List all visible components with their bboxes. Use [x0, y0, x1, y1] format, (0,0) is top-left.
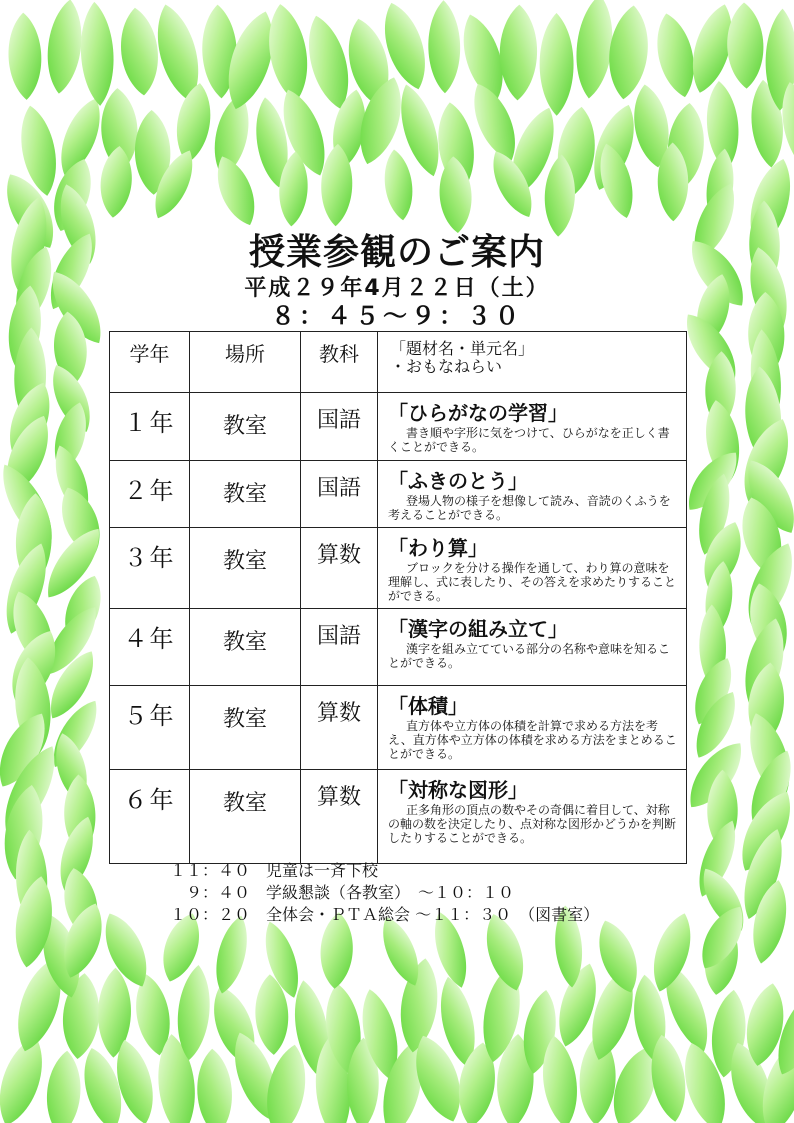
event-time: ８：４５〜９：３０: [271, 302, 523, 330]
leaf-shape: [78, 1, 116, 107]
leaf-shape: [381, 148, 417, 222]
place-cell: 教室: [190, 393, 301, 461]
note-class-meeting: ９：４０ 学級懇談（各教室） 〜１０：１０: [170, 883, 515, 902]
header-subject: 教科: [301, 332, 378, 393]
leaf-shape: [44, 1049, 84, 1123]
leaf-shape: [117, 6, 162, 97]
leaf-shape: [726, 2, 765, 89]
description-cell: [378, 393, 687, 461]
header-topic-label: 「題材名・単元名」: [390, 339, 535, 358]
grade-cell: ６年: [110, 770, 190, 864]
description-cell: [378, 770, 687, 864]
page-title: 授業参観のご案内: [248, 232, 545, 273]
leaf-shape: [43, 0, 87, 96]
topic-title: 「漢字の組み立て」: [388, 617, 568, 641]
leaf-shape: [7, 12, 43, 101]
grade-cell: ４年: [110, 609, 190, 686]
subject-cell: 算数: [301, 528, 378, 609]
note-general-assembly: １０：２０ 全体会・ＰＴＡ総会 〜１１：３０ （図書室）: [170, 905, 600, 924]
subject-cell: 国語: [301, 393, 378, 461]
topic-aim: 直方体や立方体の体積を計算で求める方法を考え、直方体や立方体の体積を求める方法をまとめることができる。: [388, 719, 677, 761]
subject-cell: 国語: [301, 461, 378, 528]
grade-cell: ５年: [110, 686, 190, 770]
header-grade: 学年: [110, 332, 190, 393]
description-cell: [378, 528, 687, 609]
leaf-shape: [428, 0, 461, 93]
table-row: [110, 528, 687, 609]
topic-aim: 登場人物の様子を想像して読み、音読のくふうを考えることができる。: [388, 494, 671, 522]
place-cell: 教室: [190, 686, 301, 770]
place-cell: 教室: [190, 609, 301, 686]
description-cell: [378, 609, 687, 686]
table-header-row: [110, 332, 687, 393]
topic-aim: ブロックを分ける操作を通して、わり算の意味を理解し、式に表したり、その答えを求めたりすることができる。: [388, 561, 677, 603]
topic-title: 「ふきのとう」: [388, 469, 528, 493]
topic-aim: 正多角形の頂点の数やその奇偶に着目して、対称の軸の数を決定したり、点対称な図形かどうかを判断したりすることができる。: [388, 803, 677, 845]
table-row: [110, 686, 687, 770]
subject-cell: 算数: [301, 686, 378, 770]
grade-cell: ３年: [110, 528, 190, 609]
grade-cell: １年: [110, 393, 190, 461]
description-cell: [378, 461, 687, 528]
topic-aim: 漢字を組み立てている部分の名称や意味を知ることができる。: [388, 642, 671, 670]
subject-cell: 国語: [301, 609, 378, 686]
topic-title: 「わり算」: [388, 536, 488, 560]
topic-title: 「体積」: [388, 694, 468, 718]
header-aim-label: ・おもなねらい: [390, 357, 503, 376]
table-row: [110, 461, 687, 528]
grade-cell: ２年: [110, 461, 190, 528]
place-cell: 教室: [190, 770, 301, 864]
topic-title: 「対称な図形」: [388, 778, 528, 802]
leaf-shape: [262, 1, 314, 104]
place-cell: 教室: [190, 461, 301, 528]
note-dismissal: １１：４０ 児童は一斉下校: [170, 861, 379, 880]
table-row: [110, 609, 687, 686]
table-row: [110, 770, 687, 864]
schedule-notes: [170, 860, 599, 926]
description-cell: [378, 686, 687, 770]
leaf-shape: [195, 1048, 234, 1123]
class-schedule-table: [109, 331, 687, 864]
event-date: 平成２９年4月２２日（土）: [244, 276, 550, 301]
leaf-shape: [171, 81, 215, 166]
topic-aim: 書き順や字形に気をつけて、ひらがなを正しく書くことができる。: [388, 426, 670, 454]
table-row: [110, 393, 687, 461]
place-cell: 教室: [190, 528, 301, 609]
topic-title: 「ひらがなの学習」: [388, 401, 568, 425]
leaf-shape: [540, 13, 574, 116]
header-place: 場所: [190, 332, 301, 393]
subject-cell: 算数: [301, 770, 378, 864]
leaf-shape: [499, 4, 538, 101]
header-description: [378, 332, 687, 393]
